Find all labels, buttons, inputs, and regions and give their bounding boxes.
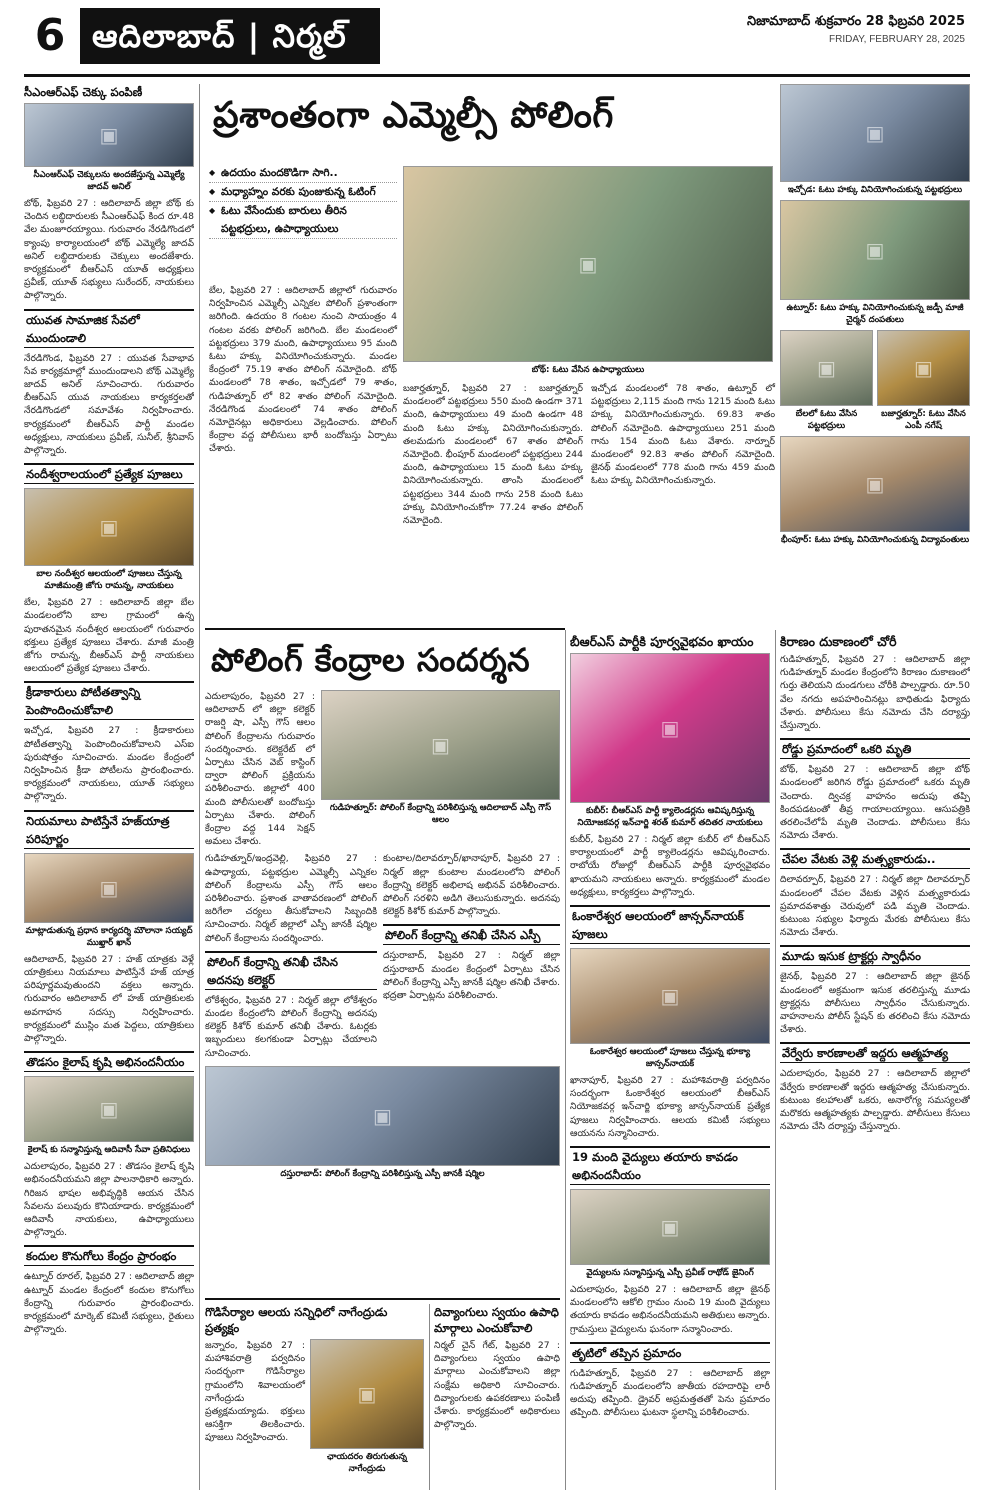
section-divider bbox=[205, 1298, 560, 1300]
date-english: FRIDAY, FEBRUARY 28, 2025 bbox=[829, 34, 965, 45]
camera-icon: ▣ bbox=[99, 1097, 119, 1122]
photo-caption: సీఎంఆర్ఎఫ్ చెక్కులను అందజేస్తున్న ఎమ్మెల్యే జాదవ్ అనిల్ bbox=[33, 170, 185, 192]
masthead-rule bbox=[24, 74, 970, 77]
photo-caption: బేలలో ఓటు వేసిన పట్టభద్రులు bbox=[795, 409, 858, 431]
story-body: బోథ్, ఫిబ్రవరి 27 : ఆదిలాబాద్ జిల్లా బోథ్ మండలంలో జరిగిన రోడ్డు ప్రమాదంలో ఒకరు మృతి చెందారు. ద్విచక్ర వాహనం అదుపు తప్పి కిందపడటంతో తీవ్ర గాయాలయ్యాయి. ఆసుపత్రికి తరలించేలోపే మృతి చెందాడు. పోలీసులు కేసు నమోదు చేశారు. bbox=[780, 764, 970, 842]
story-body: ఎదులాపురం, ఫిబ్రవరి 27 : ఆదిలాబాద్ లో జిల్లా కలెక్టర్ రాజర్షి షా, ఎస్పీ గౌస్ ఆలం పోలింగ్ కేంద్రాలను గురువారం సందర్శించారు. కలెక్టరేట్ లో ఏర్పాటు చేసిన వెబ్ కాస్టింగ్ ద్వారా పోలింగ్ ప్రక్రియను పరిశీలించారు. జిల్లాలో 400 మంది పోలీసులతో బందోబస్తు ఏర్పాటు చేశారు. పోలింగ్ కేంద్రాల వద్ద 144 సెక్షన్ అమలు చేశారు. bbox=[205, 691, 315, 848]
story-body: జైనథ్, ఫిబ్రవరి 27 : ఆదిలాబాద్ జిల్లా జైనథ్ మండలంలో అక్రమంగా ఇసుక తరలిస్తున్న మూడు ట్రాక్టర్లను పోలీసులు స్వాధీనం చేసుకున్నారు. వాహనాలను పోలీస్ స్టేషన్ కు తరలించి కేసు నమోదు చేశారు. bbox=[780, 971, 970, 1036]
lead-story bbox=[205, 84, 780, 624]
news-photo bbox=[570, 1189, 770, 1265]
story-body: గుడిహత్నూర్, ఫిబ్రవరి 27 : ఆదిలాబాద్ జిల్లా గుడిహత్నూర్ మండలంలోని జాతీయ రహదారిపై లారీ అదుపు తప్పింది. డ్రైవర్ అప్రమత్తతతో పెను ప్రమాదం తప్పింది. పోలీసులు ఘటనా స్థలాన్ని పరిశీలించారు. bbox=[570, 1367, 770, 1419]
section-title: ఆదిలాబాద్ | నిర్మల్ bbox=[80, 8, 380, 64]
news-photo bbox=[321, 690, 560, 800]
news-photo bbox=[24, 853, 194, 923]
photo-caption: ఇచ్చోడ: ఓటు హక్కు వినియోగించుకున్న పట్టభద్రులు bbox=[787, 185, 963, 195]
story-headline: తృటిలో తప్పిన ప్రమాదం bbox=[570, 1342, 770, 1363]
photo-caption: ఓంకారేశ్వర ఆలయంలో పూజలు చేస్తున్న భూక్యా జాన్సన్‌నాయక్ bbox=[589, 1047, 751, 1070]
polling-headline: పోలింగ్ కేంద్రాల సందర్శన bbox=[211, 641, 531, 679]
camera-icon: ▣ bbox=[99, 123, 119, 147]
lead-body-col2: బజార్హత్నూర్, ఫిబ్రవరి 27 : బజార్హత్నూర్ మండలంలో పట్టభద్రులు 550 మంది ఉండగా 371 మంది, ఉపాధ్యాయులు 49 మంది ఉండగా 48 మంది ఓటు హక్కు వినియోగించుకున్నారు. తలమడుగు మండలంలో 67 శాతం పోలింగ్ నమోదైంది. భీంపూర్ మండలంలో పట్టభద్రులు 244 మంది, ఉపాధ్యాయులు 15 మంది ఓటు హక్కు వినియోగించుకున్నారు. తాంసి మండలంలో పట్టభద్రులు 344 మంది గాను 258 మంది ఓటు హక్కు వినియోగించుకోగా 77.24 శాతం పోలింగ్ నమోదైంది. bbox=[403, 383, 583, 527]
story-body: కుబీర్, ఫిబ్రవరి 27 : నిర్మల్ జిల్లా కుబీర్ లో బీఆర్ఎస్ కార్యాలయంలో పార్టీ క్యాలెండర్లను ఆవిష్కరించారు. రాబోయే రోజుల్లో బీఆర్ఎస్ పార్టీకి పూర్వవైభవం ఖాయమని నాయకులు అన్నారు. కార్యక్రమంలో మండల అధ్యక్షులు, కార్యకర్తలు పాల్గొన్నారు. bbox=[570, 834, 770, 898]
story-body: ఎదులాపురం, ఫిబ్రవరి 27 : ఆదిలాబాద్ జిల్లా జైనథ్ మండలంలోని ఆకోలి గ్రామం నుంచి 19 మంది వైద్యులు తయారు కావడం అభినందనీయమని అతిథులు అన్నారు. గ్రామస్తులు వైద్యులను ఘనంగా సన్మానించారు. bbox=[570, 1284, 770, 1335]
news-photo bbox=[570, 653, 770, 803]
photo-caption: భీంపూర్: ఓటు హక్కు వినియోగించుకున్న విద్యావంతులు bbox=[780, 535, 970, 545]
camera-icon: ▣ bbox=[660, 1215, 680, 1240]
story-headline: 19 మంది వైద్యులు తయారు కావడం అభినందనీయం bbox=[570, 1146, 770, 1185]
lead-body-col1: బేల, ఫిబ్రవరి 27 : ఆదిలాబాద్ జిల్లాలో గురువారం నిర్వహించిన ఎమ్మెల్సీ ఎన్నికల పోలింగ్ ప్రశాంతంగా జరిగింది. ఉదయం 8 గంటల నుంచి సాయంత్రం 4 గంటల వరకు పోలింగ్ జరిగింది. బేల మండలంలో పట్టభద్రులు 379 మంది, ఉపాధ్యాయులు 95 మంది ఓటు హక్కు వినియోగించుకున్నారు. మండల కేంద్రంలో 75.19 శాతం పోలింగ్ నమోదైంది. బోథ్ మండలంలో 78 శాతం, ఇచ్చోడలో 79 శాతం, గుడిహత్నూర్ లో 82 శాతం పోలింగ్ నమోదైంది. నేరడిగొండ మండలంలో 74 శాతం పోలింగ్ నమోదైనట్లు అధికారులు వెల్లడించారు. పోలింగ్ కేంద్రాల వద్ద పోలీసులు భారీ బందోబస్తు ఏర్పాటు చేశారు. bbox=[209, 285, 397, 455]
masthead bbox=[0, 0, 981, 70]
right-column bbox=[780, 634, 970, 1490]
bullet-item: ◆ ఉదయం మందకొడిగా సాగి.. bbox=[209, 164, 397, 183]
news-photo bbox=[24, 1076, 194, 1142]
camera-icon: ▣ bbox=[373, 1103, 392, 1128]
page-number: 6 bbox=[34, 10, 66, 61]
camera-icon: ▣ bbox=[357, 1382, 377, 1406]
photo-caption: బజార్హత్నూర్: ఓటు వేసిన ఎంపీ నగేష్ bbox=[881, 409, 966, 431]
story-headline: ఓంకారేశ్వర ఆలయంలో జాన్సన్‌నాయక్ పూజలు bbox=[570, 905, 770, 944]
story-headline: క్రీడాకారులు పోటీతత్వాన్ని పెంపొందించుకోవాలి bbox=[24, 681, 194, 720]
news-photo bbox=[780, 330, 873, 406]
story-body: బేల, ఫిబ్రవరి 27 : ఆదిలాబాద్ జిల్లా బేల మండలంలోని బాల గ్రామంలో ఉన్న పురాతనమైన నందీశ్వర ఆలయంలో గురువారం భక్తులు ప్రత్యేక పూజలు చేశారు. మాజీ మంత్రి జోగు రామన్న, బీఆర్ఎస్ పార్టీ నాయకులు ఆలయంలో ప్రత్యేక పూజలు చేశారు. bbox=[24, 597, 194, 675]
photo-caption: ఉట్నూర్: ఓటు హక్కు వినియోగించుకున్న జడ్పీ మాజీ చైర్మన్ దంపతులు bbox=[786, 303, 964, 325]
story-body: ఖానాపూర్, ఫిబ్రవరి 27 : మహాశివరాత్రి పర్వదినం సందర్భంగా ఓంకారేశ్వర ఆలయంలో బీఆర్ఎస్ నియోజకవర్గ ఇన్‌చార్జి భూక్యా జాన్సన్‌నాయక్ ప్రత్యేక పూజలు నిర్వహించారు. ఆలయ కమిటీ సభ్యులు ఆయనను సన్మానించారు. bbox=[570, 1075, 770, 1139]
news-photo bbox=[780, 200, 970, 300]
column-divider bbox=[199, 84, 200, 1490]
story-body: ఎదులాపురం, ఫిబ్రవరి 27 : ఆదిలాబాద్ జిల్లాలో వేర్వేరు కారణాలతో ఇద్దరు ఆత్మహత్య చేసుకున్నారు. కుటుంబ కలహాలతో ఒకరు, అనారోగ్య సమస్యలతో మరొకరు ఆత్మహత్యకు పాల్పడ్డారు. పోలీసులు కేసులు నమోదు చేసి దర్యాప్తు చేస్తున్నారు. bbox=[780, 1068, 970, 1133]
bullet-item: ◆ ఓటు వేసేందుకు బారులు తీరిన పట్టభద్రులు, ఉపాధ్యాయులు bbox=[209, 202, 397, 239]
story-body: దిలావర్పూర్, ఫిబ్రవరి 27 : నిర్మల్ జిల్లా దిలావర్పూర్ మండలంలో చేపల వేటకు వెళ్లిన మత్స్యకారుడు ప్రమాదవశాత్తు చెరువులో పడి మృతి చెందాడు. కుటుంబ సభ్యుల ఫిర్యాదు మేరకు పోలీసులు కేసు నమోదు చేశారు. bbox=[780, 874, 970, 939]
photo-caption: గుడిహత్నూర్: పోలింగ్ కేంద్రాన్ని పరిశీలిస్తున్న ఆదిలాబాద్ ఎస్పీ గౌస్ ఆలం bbox=[329, 803, 552, 825]
story-body: దస్తురాబాద్, ఫిబ్రవరి 27 : నిర్మల్ జిల్లా దస్తురాబాద్ మండల కేంద్రంలో ఏర్పాటు చేసిన పోలింగ్ కేంద్రాన్ని ఎస్పీ జానకీ షర్మిల తనిఖీ చేశారు. భద్రతా ఏర్పాట్లను పరిశీలించారు. bbox=[383, 950, 560, 1002]
story-body: ఎదులాపురం, ఫిబ్రవరి 27 : తొడసం కైలాష్ కృషి అభినందనీయమని జిల్లా పాలనాధికారి అన్నారు. గిరిజన భాషల అభివృద్ధికి ఆయన చేసిన సేవలను పలువురు కొనియాడారు. కార్యక్రమంలో ఆదివాసీ నాయకులు, ఉపాధ్యాయులు పాల్గొన్నారు. bbox=[24, 1161, 194, 1239]
camera-icon: ▣ bbox=[578, 252, 598, 276]
camera-icon: ▣ bbox=[865, 238, 885, 262]
story-headline: కందుల కొనుగోలు కేంద్రం ప్రారంభం bbox=[24, 1245, 194, 1266]
sub-headline: పోలింగ్ కేంద్రాన్ని తనిఖీ చేసిన ఎస్పీ bbox=[383, 924, 560, 945]
column-divider bbox=[429, 1304, 430, 1490]
story-body: ఇచ్చోడ, ఫిబ్రవరి 27 : క్రీడాకారులు పోటీతత్వాన్ని పెంపొందించుకోవాలని ఎస్ఐ పురుషోత్తం సూచించారు. మండల కేంద్రంలో నిర్వహించిన క్రీడా పోటీలను ప్రారంభించారు. కార్యక్రమంలో నాయకులు, యూత్ సభ్యులు పాల్గొన్నారు. bbox=[24, 725, 194, 803]
story-headline: సీఎంఆర్ఎఫ్ చెక్కు పంపిణీ bbox=[24, 85, 143, 99]
news-photo bbox=[24, 488, 194, 566]
photo-caption: మాట్లాడుతున్న ప్రధాన కార్యదర్శి మౌలానా సయ్యద్ ముఖ్తార్ ఖాన్ bbox=[25, 925, 193, 948]
photo-caption: వైద్యులను సన్మానిస్తున్న ఎస్పీ ప్రవీణ్ రాథోడ్ జైనింగ్ bbox=[586, 1268, 754, 1279]
section-divider bbox=[205, 628, 565, 630]
middle-column bbox=[570, 634, 770, 1490]
camera-icon: ▣ bbox=[817, 356, 836, 380]
story-body: బోథ్, ఫిబ్రవరి 27 : ఆదిలాబాద్ జిల్లా బోథ్ కు చెందిన లబ్ధిదారులకు సీఎంఆర్ఎఫ్ కింద రూ.48 వేల మంజూరయ్యాయి. గురువారం నేరడిగొండలో క్యాంపు కార్యాలయంలో బోథ్ ఎమ్మెల్యే జాదవ్ అనిల్ లబ్ధిదారులకు చెక్కులు అందజేశారు. కార్యక్రమంలో బీఆర్ఎస్ యూత్ అధ్యక్షులు ప్రవీణ్, యూత్ సభ్యులు సురేందర్, నాయకులు పాల్గొన్నారు. bbox=[24, 198, 194, 302]
story-headline: కిరాణం దుకాణంలో చోరీ bbox=[780, 634, 897, 649]
disabled-story bbox=[434, 1304, 560, 1490]
story-headline: మూడు ఇసుక ట్రాక్టర్లు స్వాధీనం bbox=[780, 945, 970, 966]
story-body: జన్నారం, ఫిబ్రవరి 27 : మహాశివరాత్రి పర్వదినం సందర్భంగా గొడిసేర్యాల గ్రామంలోని శివాలయంలో నాగేంద్రుడు ప్రత్యక్షమయ్యాడు. భక్తులు ఆసక్తిగా తిలకించారు. పూజలు నిర్వహించారు. bbox=[205, 1340, 305, 1444]
photo-caption: బోథ్: ఓటు వేసిన ఉపాధ్యాయులు bbox=[531, 365, 645, 375]
camera-icon: ▣ bbox=[99, 875, 119, 900]
sub-headline: పోలింగ్ కేంద్రాన్ని తనిఖీ చేసిన అదనపు కలెక్టర్ bbox=[205, 951, 377, 990]
story-headline: చేపల వేటకు వెళ్లి మత్స్యకారుడు.. bbox=[780, 848, 970, 869]
photo-caption: ఛాయదరం తిరుగుతున్న నాగేంద్రుడు bbox=[326, 1452, 408, 1474]
snake-story bbox=[205, 1304, 425, 1490]
left-column bbox=[24, 84, 194, 1490]
news-photo bbox=[310, 1339, 424, 1449]
camera-icon: ▣ bbox=[660, 984, 680, 1009]
photo-caption: బాల నందీశ్వర ఆలయంలో పూజలు చేస్తున్న మాజీమంత్రి జోగు రామన్న, నాయకులు bbox=[36, 569, 182, 592]
story-headline: గొడిసేర్యాల ఆలయ సన్నిధిలో నాగేంద్రుడు ప్రత్యక్షం bbox=[205, 1305, 388, 1335]
story-body: గుడిహత్నూర్, ఫిబ్రవరి 27 : ఆదిలాబాద్ జిల్లా గుడిహత్నూర్ మండల కేంద్రంలోని కిరాణం దుకాణంలో గుర్తు తెలియని దుండగులు చోరీకి పాల్పడ్డారు. రూ.50 వేల నగదు అపహరించినట్లు బాధితుడు ఫిర్యాదు చేశారు. పోలీసులు కేసు నమోదు చేసి దర్యాప్తు చేస్తున్నారు. bbox=[780, 654, 970, 732]
news-photo bbox=[205, 1066, 560, 1166]
story-headline: నియమాలు పాటిస్తేనే హజ్‌యాత్ర పరిపూర్ణం bbox=[24, 810, 194, 849]
story-headline: బీఆర్ఎస్ పార్టీకి పూర్వవైభవం ఖాయం bbox=[570, 634, 754, 649]
camera-icon: ▣ bbox=[865, 472, 885, 496]
column-divider bbox=[775, 630, 776, 1490]
story-body: నేరడిగొండ, ఫిబ్రవరి 27 : యువత సేవాభావ సేవ కార్యక్రమాల్లో ముందుండాలని బోథ్ ఎమ్మెల్యే జాదవ్ అనిల్ సూచించారు. గురువారం బీఆర్ఎస్ యువ నాయకులు కార్యకర్తలతో నేరడిగొండలో సమావేశం నిర్వహించారు. కార్యక్రమంలో బీఆర్ఎస్ పార్టీ మండల అధ్యక్షులు, నాయకులు ప్రవీణ్, సునీల్, శ్రీనివాస్ పాల్గొన్నారు. bbox=[24, 352, 194, 457]
story-body: ఆదిలాబాద్, ఫిబ్రవరి 27 : హజ్ యాత్రకు వెళ్లే యాత్రికులు నియమాలు పాటిస్తేనే హజ్ యాత్ర పరిపూర్ణమవుతుందని వక్తలు అన్నారు. గురువారం ఆదిలాబాద్ లో హజ్ యాత్రికులకు అవగాహన సదస్సు నిర్వహించారు. కార్యక్రమంలో ముస్లిం మత పెద్దలు, యాత్రికులు పాల్గొన్నారు. bbox=[24, 953, 194, 1044]
lead-photo-column bbox=[780, 84, 970, 624]
news-photo bbox=[780, 436, 970, 532]
story-headline: వేర్వేరు కారణాలతో ఇద్దరు ఆత్మహత్య bbox=[780, 1042, 970, 1063]
photo-caption: కైలాష్ కు సన్మానిస్తున్న ఆదివాసీ సేవా ప్రతినిధులు bbox=[27, 1145, 191, 1156]
story-body: లోకేశ్వరం, ఫిబ్రవరి 27 : నిర్మల్ జిల్లా లోకేశ్వరం మండల కేంద్రంలోని పోలింగ్ కేంద్రాన్ని అదనపు కలెక్టర్ కిశోర్ కుమార్ తనిఖీ చేశారు. ఓటర్లకు ఇబ్బందులు కలగకుండా ఏర్పాట్లు చేయాలని సూచించారు. bbox=[205, 994, 377, 1059]
polling-visit-story bbox=[205, 634, 560, 1294]
lead-bullets bbox=[209, 164, 397, 239]
story-headline: నందీశ్వరాలయంలో ప్రత్యేక పూజలు bbox=[24, 463, 194, 484]
story-headline: రోడ్డు ప్రమాదంలో ఒకరి మృతి bbox=[780, 738, 970, 759]
camera-icon: ▣ bbox=[431, 733, 450, 757]
photo-caption: కుబీర్: బీఆర్ఎస్ పార్టీ క్యాలెండర్లను ఆవిష్కరిస్తున్న నియోజకవర్గ ఇన్‌చార్జి శరత్ కుమార్ తదితర నాయకులు bbox=[577, 806, 763, 828]
camera-icon: ▣ bbox=[660, 716, 680, 740]
story-body: నిర్మల్ చైన్ గేట్, ఫిబ్రవరి 27 : దివ్యాంగులు స్వయం ఉపాధి మార్గాలు ఎంచుకోవాలని జిల్లా సంక్షేమ అధికారి సూచించారు. దివ్యాంగులకు ఉపకరణాలు పంపిణీ చేశారు. కార్యక్రమంలో అధికారులు పాల్గొన్నారు. bbox=[434, 1340, 560, 1431]
lead-body-col3: ఇచ్చోడ మండలంలో 78 శాతం, ఉట్నూర్ లో పట్టభద్రులు 2,115 మంది గాను 1215 మంది ఓటు హక్కు వినియోగించుకున్నారు. 69.83 శాతం పోలింగ్ నమోదైంది. ఉపాధ్యాయులు 251 మంది గాను 154 మంది ఓటు వేశారు. నార్నూర్ మండలంలో 92.83 శాతం పోలింగ్ నమోదైంది. జైనథ్ మండలంలో 778 మంది గాను 459 మంది ఓటు హక్కు వినియోగించుకున్నారు. bbox=[591, 383, 775, 487]
story-body: కుంటాల/దిలావర్పూర్/ఖానాపూర్, ఫిబ్రవరి 27 : నిర్మల్ జిల్లా కుంటాల మండలంలోని పోలింగ్ కేంద్రాన్ని కలెక్టర్ అభిలాష అభినవ్ పరిశీలించారు. పోలింగ్ సరళిని అడిగి తెలుసుకున్నారు. అదనపు కలెక్టర్ కిశోర్ కుమార్ పాల్గొన్నారు. bbox=[383, 853, 560, 918]
lead-photo bbox=[403, 166, 773, 362]
camera-icon: ▣ bbox=[99, 515, 119, 540]
news-photo bbox=[877, 330, 970, 406]
story-headline: యువత సామాజిక సేవలో ముందుండాలి bbox=[24, 309, 194, 348]
bullet-item: ◆ మధ్యాహ్నం వరకు పుంజుకున్న ఓటింగ్ bbox=[209, 183, 397, 202]
story-body: ఉట్నూర్ రూరల్, ఫిబ్రవరి 27 : ఆదిలాబాద్ జిల్లా ఉట్నూర్ మండల కేంద్రంలో కందుల కొనుగోలు కేంద్రాన్ని గురువారం ప్రారంభించారు. కార్యక్రమంలో మార్కెట్ కమిటీ సభ్యులు, రైతులు పాల్గొన్నారు. bbox=[24, 1271, 194, 1336]
story-body: గుడిహత్నూర్/ఇంద్రవెల్లి, ఫిబ్రవరి 27 : ఉపాధ్యాయ, పట్టభద్రుల ఎమ్మెల్సీ ఎన్నికల పోలింగ్ కేంద్రాలను ఎస్పీ గౌస్ ఆలం పరిశీలించారు. ప్రశాంత వాతావరణంలో పోలింగ్ జరిగేలా చర్యలు తీసుకోవాలని సిబ్బందికి సూచించారు. నిర్మల్ జిల్లాలో ఎస్పీ జానకీ షర్మిల పోలింగ్ కేంద్రాలను సందర్శించారు. bbox=[205, 853, 377, 944]
news-photo bbox=[780, 84, 970, 182]
lead-headline: ప్రశాంతంగా ఎమ్మెల్సీ పోలింగ్ bbox=[213, 95, 614, 136]
column-divider bbox=[565, 630, 566, 1490]
photo-caption: దస్తురాబాద్: పోలింగ్ కేంద్రాన్ని పరిశీలిస్తున్న ఎస్పీ జానకీ షర్మిల bbox=[280, 1168, 485, 1179]
camera-icon: ▣ bbox=[865, 121, 885, 145]
camera-icon: ▣ bbox=[914, 356, 933, 380]
date-telugu: నిజామాబాద్ శుక్రవారం 28 ఫిబ్రవరి 2025 bbox=[746, 14, 965, 29]
news-photo bbox=[570, 948, 770, 1044]
story-headline: దివ్యాంగులు స్వయం ఉపాధి మార్గాలు ఎంచుకోవాలి bbox=[434, 1305, 559, 1335]
story-headline: తొడసం కైలాష్ కృషి అభినందనీయం bbox=[24, 1051, 194, 1072]
news-photo bbox=[24, 103, 194, 167]
